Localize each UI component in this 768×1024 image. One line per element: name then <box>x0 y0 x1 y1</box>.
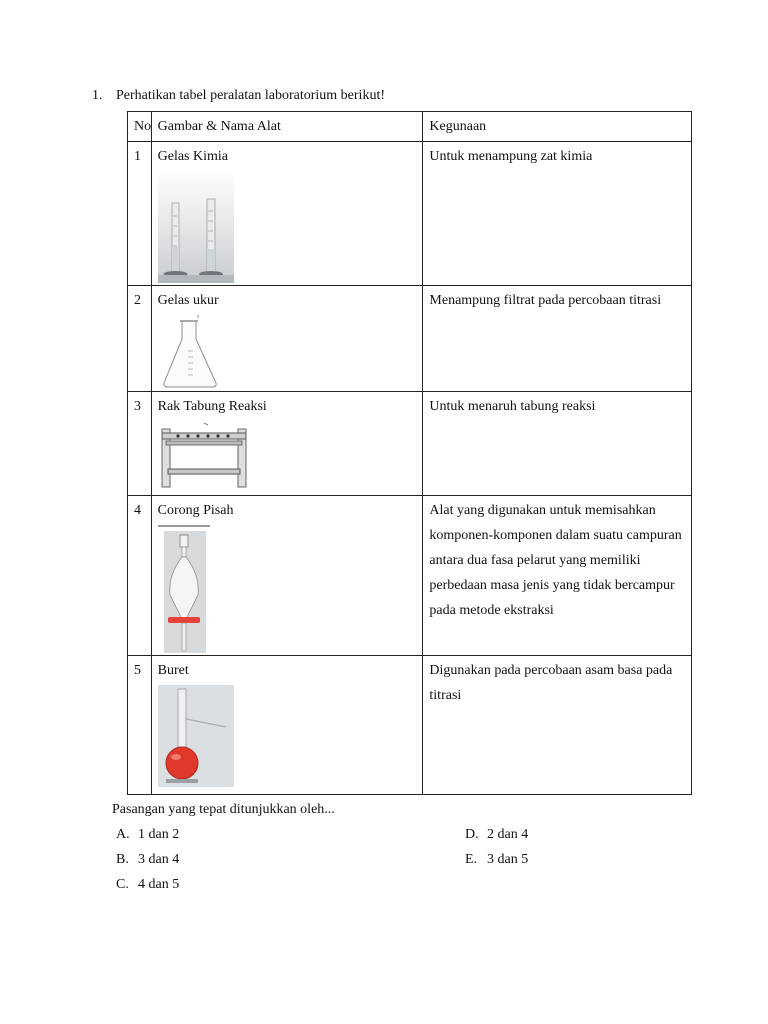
row-number: 3 <box>128 392 152 496</box>
header-no: No <box>128 112 152 142</box>
table-row <box>128 656 692 795</box>
question-heading <box>92 88 385 104</box>
option-letter: C. <box>116 877 129 892</box>
row-name: Gelas ukur <box>157 293 219 308</box>
separatory-funnel-icon <box>158 525 210 653</box>
row-name-cell <box>151 656 423 795</box>
table-row <box>128 286 692 392</box>
table-row <box>128 496 692 656</box>
answer-prompt: Pasangan yang tepat ditunjukkan oleh... <box>112 802 335 817</box>
option-d[interactable] <box>465 827 528 843</box>
option-text: 3 dan 4 <box>138 852 180 867</box>
row-use: Untuk menaruh tabung reaksi <box>423 392 692 496</box>
row-name: Rak Tabung Reaksi <box>157 399 267 414</box>
row-use: Untuk menampung zat kimia <box>423 142 692 286</box>
option-b[interactable] <box>116 852 179 868</box>
row-number: 2 <box>128 286 152 392</box>
row-name-cell <box>151 392 423 496</box>
question-number: 1. <box>92 88 103 103</box>
row-use: Menampung filtrat pada percobaan titrasi <box>423 286 692 392</box>
table-header-row <box>128 112 692 142</box>
row-number: 5 <box>128 656 152 795</box>
measuring-cylinder-icon <box>158 171 234 283</box>
question-text: Perhatikan tabel peralatan laboratorium berikut! <box>116 88 386 103</box>
table-row <box>128 142 692 286</box>
round-flask-icon <box>158 685 234 787</box>
equipment-table <box>127 111 692 795</box>
row-number: 4 <box>128 496 152 656</box>
header-use: Kegunaan <box>423 112 692 142</box>
option-text: 2 dan 4 <box>487 827 529 842</box>
row-name-cell <box>151 496 423 656</box>
row-number: 1 <box>128 142 152 286</box>
row-name: Buret <box>157 663 189 678</box>
option-e[interactable] <box>465 852 528 868</box>
erlenmeyer-flask-icon <box>158 315 222 389</box>
table-row <box>128 392 692 496</box>
row-use: Alat yang digunakan untuk memisahkan komponen-komponen dalam suatu campuran antara dua fasa pelarut yang memiliki perbedaan masa jenis yang tidak bercampur pada metode ekstraksi <box>423 496 692 656</box>
row-use: Digunakan pada percobaan asam basa pada titrasi <box>423 656 692 795</box>
row-name-cell <box>151 286 423 392</box>
row-name: Gelas Kimia <box>157 149 228 164</box>
row-name: Corong Pisah <box>157 503 234 518</box>
option-text: 4 dan 5 <box>138 877 180 892</box>
option-a[interactable] <box>116 827 179 843</box>
row-name-cell <box>151 142 423 286</box>
test-tube-rack-icon <box>158 421 252 491</box>
option-text: 1 dan 2 <box>138 827 180 842</box>
option-letter: A. <box>116 827 130 842</box>
option-letter: E. <box>465 852 478 867</box>
option-c[interactable] <box>116 877 179 893</box>
option-letter: B. <box>116 852 129 867</box>
option-text: 3 dan 5 <box>487 852 529 867</box>
header-name: Gambar & Nama Alat <box>151 112 423 142</box>
option-letter: D. <box>465 827 479 842</box>
